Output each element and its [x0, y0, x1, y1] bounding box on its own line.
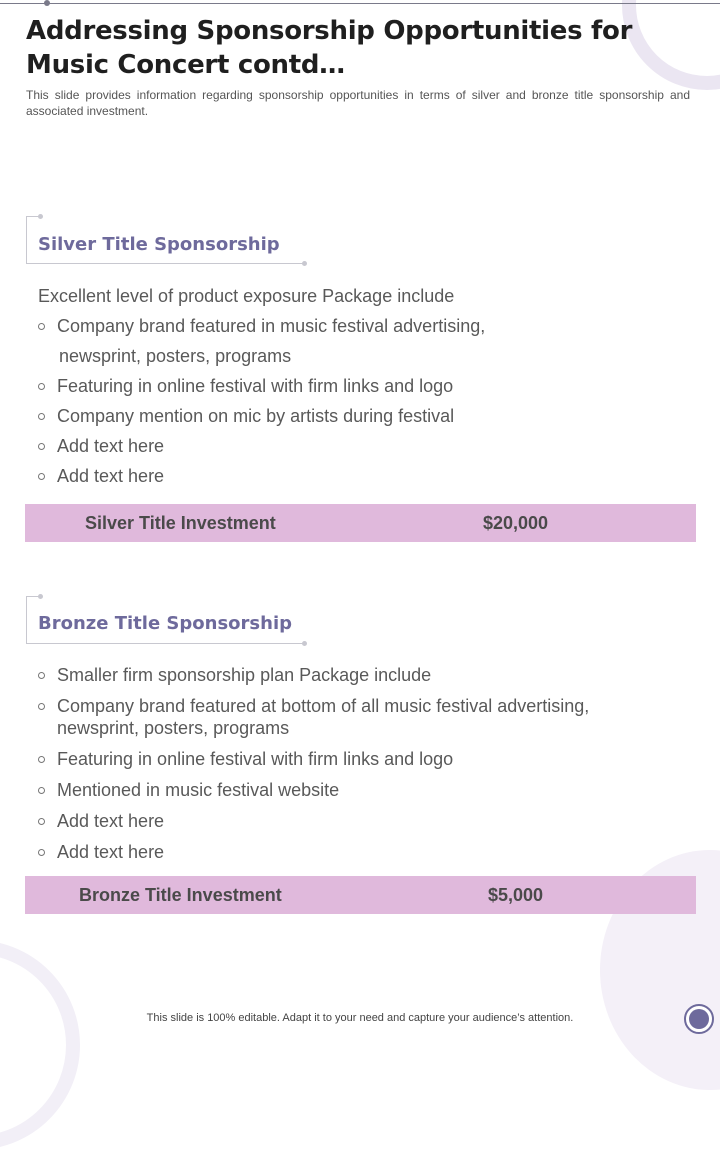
- list-item: [38, 695, 638, 739]
- top-divider-line: [0, 3, 720, 4]
- silver-heading: Silver Title Sponsorship: [38, 234, 280, 255]
- circle-icon: [689, 1009, 709, 1029]
- bronze-item-1: Smaller firm sponsorship plan Package include: [57, 665, 432, 685]
- list-item: [38, 315, 678, 367]
- silver-investment-value: $20,000: [483, 513, 549, 533]
- silver-item-1-continued: newsprint, posters, programs: [59, 346, 292, 366]
- bronze-investment-label: Bronze Title Investment: [79, 885, 282, 905]
- bronze-item-3: Featuring in online festival with firm links and logo: [57, 749, 454, 769]
- footer-note: This slide is 100% editable. Adapt it to your need and capture your audience’s attention.: [146, 1012, 574, 1024]
- slide-nav-button[interactable]: [684, 1004, 714, 1034]
- silver-list: [38, 285, 678, 487]
- silver-investment-bar: [25, 504, 696, 542]
- list-item: [38, 405, 678, 427]
- bronze-heading: Bronze Title Sponsorship: [38, 613, 292, 634]
- list-item: [38, 375, 678, 397]
- bronze-item-4: Mentioned in music festival website: [57, 780, 340, 800]
- bronze-item-6: Add text here: [57, 842, 165, 862]
- list-item: [38, 748, 638, 770]
- bronze-investment-value: $5,000: [488, 885, 544, 905]
- silver-item-3: Company mention on mic by artists during festival: [57, 406, 455, 426]
- bronze-frame-dot-top: [38, 594, 43, 599]
- silver-item-5: Add text here: [57, 466, 165, 486]
- bronze-item-2: Company brand featured at bottom of all music festival advertising, newsprint, posters, programs: [57, 696, 590, 738]
- list-item: [38, 465, 678, 487]
- bronze-frame-left: [26, 596, 27, 643]
- silver-frame-left: [26, 216, 27, 263]
- bronze-list: [38, 664, 638, 863]
- silver-frame-dot-bottom: [302, 261, 307, 266]
- page-subtitle: This slide provides information regarding sponsorship opportunities in terms of silver and bronze title sponsorship and associated investment.: [26, 88, 690, 118]
- bronze-frame-dot-bottom: [302, 641, 307, 646]
- silver-intro: Excellent level of product exposure Package include: [38, 286, 455, 306]
- silver-item-1: Company brand featured in music festival advertising,: [57, 316, 486, 336]
- list-item: [38, 841, 638, 863]
- list-item: [38, 664, 638, 686]
- silver-investment-label: Silver Title Investment: [85, 513, 276, 533]
- bronze-item-5: Add text here: [57, 811, 165, 831]
- decorative-ring-bottom-left: [0, 940, 80, 1150]
- silver-frame-dot-top: [38, 214, 43, 219]
- silver-item-4: Add text here: [57, 436, 165, 456]
- silver-item-2: Featuring in online festival with firm links and logo: [57, 376, 454, 396]
- silver-frame-bottom: [26, 263, 306, 264]
- bronze-frame-bottom: [26, 643, 306, 644]
- page-title: Addressing Sponsorship Opportunities for Music Concert contd…: [26, 16, 633, 80]
- list-item: [38, 779, 638, 801]
- list-item: [38, 810, 638, 832]
- bronze-investment-bar: [25, 876, 696, 914]
- list-item: [38, 435, 678, 457]
- top-divider-dot: [44, 0, 50, 6]
